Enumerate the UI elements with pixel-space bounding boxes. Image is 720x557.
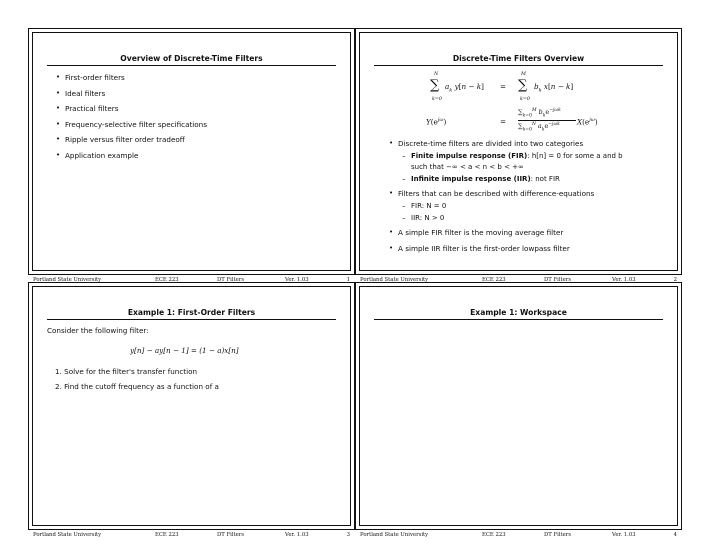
page-number: 1 [346, 277, 350, 283]
slide-4 [355, 282, 682, 538]
numbered-item: 2. Find the cutoff frequency as a function of a [55, 382, 219, 391]
transfer-function-equation: $Y(e^{j\omega})$ = $\sum_{k=0}^M$ $b_ke^{-j\omega k}$ $\sum_{k=0}^N$ $a_ke^{-j\omega k}$ $X(e^{j\omega})$ [426, 108, 598, 133]
page-number: 3 [346, 532, 350, 538]
slide-1-frame [32, 32, 351, 271]
sub-item-iir: – Infinite impulse response (IIR): not FIR [402, 175, 560, 183]
slide-footer: Portland State University ECE 223 DT Filters Ver. 1.03 1 [33, 277, 350, 283]
sub-item-fir: – Finite impulse response (FIR): h[n] = 0 for some a and b [402, 152, 623, 160]
sub-item-iir-condition: – IIR: N > 0 [402, 214, 445, 222]
bullet-item: • Ripple versus filter order tradeoff [56, 135, 185, 144]
slide-1 [28, 28, 355, 283]
slide-1-title: Overview of Discrete-Time Filters [120, 54, 263, 63]
page-number: 2 [673, 277, 677, 283]
intro-text: Consider the following filter: [47, 326, 149, 335]
sub-item-fir-cont: such that −∞ < a < n < b < +∞ [411, 163, 524, 171]
slide-2-title: Discrete-Time Filters Overview [452, 54, 585, 63]
slide-2-frame [359, 32, 678, 271]
bullet-item: • Filters that can be described with difference-equations [389, 189, 595, 198]
bullet-item: • Discrete-time filters are divided into two categories [389, 139, 584, 148]
bullet-item: • Practical filters [56, 104, 119, 113]
slide-3-frame [32, 286, 351, 526]
slide-3 [28, 282, 355, 538]
bullet-item: • A simple FIR filter is the moving average filter [389, 228, 564, 237]
bullet-item: • First-order filters [56, 73, 125, 82]
slide-3-title: Example 1: First-Order Filters [127, 308, 256, 317]
filter-equation: y[n] − ay[n − 1] = (1 − a)x[n] [130, 346, 239, 355]
title-rule [47, 319, 336, 320]
difference-equation: N ∑ k=0 $a_k$ y[n − k] = M ∑ k=0 $b_k$ x[n − k] [430, 72, 574, 102]
title-rule [374, 65, 663, 66]
title-rule [47, 65, 336, 66]
page-number: 4 [673, 532, 677, 538]
slide-footer: Portland State University ECE 223 DT Filters Ver. 1.03 2 [360, 277, 677, 283]
bullet-item: • Ideal filters [56, 89, 106, 98]
slide-4-title: Example 1: Workspace [470, 308, 567, 317]
slide-2 [355, 28, 682, 283]
slide-footer: Portland State University ECE 223 DT Filters Ver. 1.03 4 [360, 532, 677, 538]
bullet-item: • A simple IIR filter is the first-order lowpass filter [389, 244, 570, 253]
numbered-item: 1. Solve for the filter's transfer function [55, 367, 198, 376]
slide-footer: Portland State University ECE 223 DT Filters Ver. 1.03 3 [33, 532, 350, 538]
slide-4-frame [359, 286, 678, 526]
bullet-item: • Frequency-selective filter specifications [56, 120, 207, 129]
sub-item-fir-condition: – FIR: N = 0 [402, 202, 447, 210]
title-rule [374, 319, 663, 320]
bullet-item: • Application example [56, 151, 139, 160]
